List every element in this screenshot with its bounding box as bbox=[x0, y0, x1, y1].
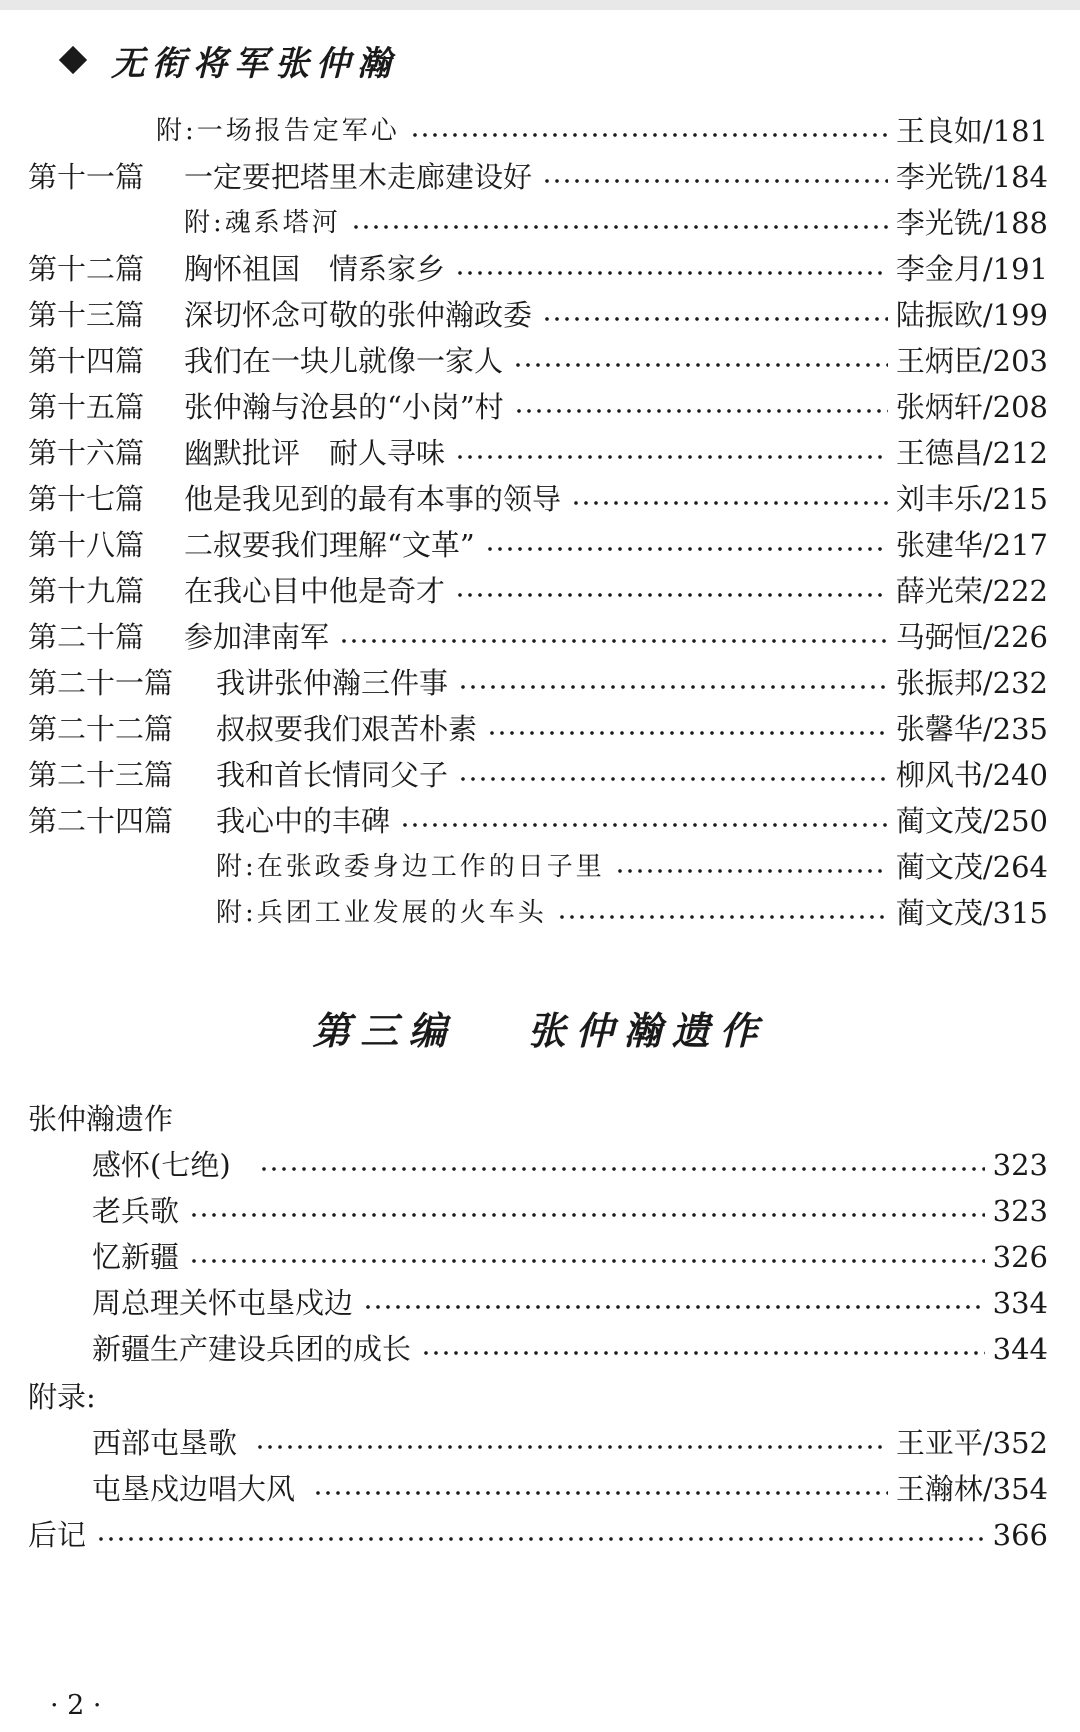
leader-dots bbox=[189, 1213, 985, 1217]
chapter-number: 第十五篇 bbox=[28, 390, 145, 424]
leader-dots bbox=[96, 1537, 985, 1541]
toc-entry bbox=[0, 108, 1080, 154]
chapter-number: 第二十三篇 bbox=[28, 758, 174, 792]
leader-dots bbox=[313, 1491, 888, 1495]
top-edge-strip bbox=[0, 0, 1080, 10]
appendix-heading: 附录: bbox=[28, 1380, 96, 1414]
toc-entry bbox=[0, 890, 1080, 936]
entry-title: 忆新疆 bbox=[92, 1240, 180, 1274]
diamond-bullet-icon bbox=[59, 46, 87, 74]
toc-entry bbox=[0, 200, 1080, 246]
entry-page: 323 bbox=[992, 1148, 1048, 1182]
toc-entry bbox=[0, 568, 1080, 614]
entry-title: 附:在张政委身边工作的日子里 bbox=[216, 852, 605, 882]
entry-title: 幽默批评 耐人寻味 bbox=[184, 436, 446, 470]
toc-entry bbox=[0, 844, 1080, 890]
toc-entry bbox=[0, 660, 1080, 706]
leader-dots bbox=[458, 685, 888, 689]
toc-entry bbox=[0, 522, 1080, 568]
chapter-number: 第二十篇 bbox=[28, 620, 145, 654]
leader-dots bbox=[410, 133, 888, 137]
entry-author-page: 蔺文茂/264 bbox=[895, 850, 1048, 884]
entry-author-page: 陆振欧/199 bbox=[895, 298, 1048, 332]
entry-title: 新疆生产建设兵团的成长 bbox=[92, 1332, 412, 1366]
toc-entry bbox=[0, 384, 1080, 430]
chapter-number: 第十三篇 bbox=[28, 298, 145, 332]
entry-author-page: 王亚平/352 bbox=[895, 1426, 1048, 1460]
entry-title: 深切怀念可敬的张仲瀚政委 bbox=[184, 298, 533, 332]
entry-page: 366 bbox=[992, 1518, 1048, 1552]
entry-title: 参加津南军 bbox=[184, 620, 330, 654]
entry-title: 老兵歌 bbox=[92, 1194, 180, 1228]
toc-entry bbox=[0, 614, 1080, 660]
leader-dots bbox=[339, 639, 888, 643]
chapter-number: 第二十四篇 bbox=[28, 804, 174, 838]
entry-page: 326 bbox=[992, 1240, 1048, 1274]
toc-entry bbox=[0, 246, 1080, 292]
entry-author-page: 王炳臣/203 bbox=[895, 344, 1048, 378]
chapter-number: 第二十二篇 bbox=[28, 712, 174, 746]
section-part-name: 张仲瀚遗作 bbox=[527, 1008, 768, 1053]
page-number: · 2 · bbox=[50, 1690, 102, 1721]
entry-title: 他是我见到的最有本事的领导 bbox=[184, 482, 562, 516]
leader-dots bbox=[487, 731, 888, 735]
entry-title: 叔叔要我们艰苦朴素 bbox=[216, 712, 478, 746]
entry-title: 张仲瀚与沧县的“小岗”村 bbox=[184, 390, 504, 424]
entry-author-page: 张振邦/232 bbox=[895, 666, 1048, 700]
toc-entry bbox=[0, 706, 1080, 752]
toc-entry bbox=[0, 338, 1080, 384]
chapter-number: 第十九篇 bbox=[28, 574, 145, 608]
entry-author-page: 张建华/217 bbox=[895, 528, 1048, 562]
entry-title: 我讲张仲瀚三件事 bbox=[216, 666, 449, 700]
running-header bbox=[55, 38, 398, 82]
entry-title: 附:兵团工业发展的火车头 bbox=[216, 898, 547, 928]
entry-author-page: 李金月/191 bbox=[895, 252, 1048, 286]
entry-title: 西部屯垦歌 bbox=[92, 1426, 238, 1460]
leader-dots bbox=[557, 915, 888, 919]
entry-author-page: 王德昌/212 bbox=[895, 436, 1048, 470]
entry-title: 屯垦戍边唱大风 bbox=[92, 1472, 296, 1506]
entry-page: 334 bbox=[992, 1286, 1048, 1320]
toc-entry bbox=[0, 1420, 1080, 1466]
entry-title: 我们在一块儿就像一家人 bbox=[184, 344, 504, 378]
entry-author-page: 马弼恒/226 bbox=[895, 620, 1048, 654]
leader-dots bbox=[400, 823, 888, 827]
entry-author-page: 王瀚林/354 bbox=[895, 1472, 1048, 1506]
group-heading: 张仲瀚遗作 bbox=[28, 1102, 174, 1136]
entry-page: 344 bbox=[992, 1332, 1048, 1366]
leader-dots bbox=[455, 271, 888, 275]
toc-entry bbox=[0, 1512, 1080, 1558]
entry-title: 后记 bbox=[28, 1518, 87, 1552]
chapter-number: 第十二篇 bbox=[28, 252, 145, 286]
toc-entry bbox=[0, 1280, 1080, 1326]
entry-author-page: 张馨华/235 bbox=[895, 712, 1048, 746]
leader-dots bbox=[571, 501, 888, 505]
entry-author-page: 张炳轩/208 bbox=[895, 390, 1048, 424]
leader-dots bbox=[363, 1305, 985, 1309]
section-part-number: 第三编 bbox=[312, 1008, 457, 1053]
entry-author-page: 李光铣/184 bbox=[895, 160, 1048, 194]
entry-title: 感怀(七绝) bbox=[92, 1148, 231, 1182]
toc-entry bbox=[0, 1188, 1080, 1234]
entry-title: 二叔要我们理解“文革” bbox=[184, 528, 475, 562]
entry-title: 周总理关怀屯垦戍边 bbox=[92, 1286, 354, 1320]
entry-title: 附:魂系塔河 bbox=[184, 208, 341, 238]
leader-dots bbox=[255, 1445, 888, 1449]
leader-dots bbox=[458, 777, 888, 781]
leader-dots bbox=[189, 1259, 985, 1263]
entry-title: 附:一场报告定军心 bbox=[156, 116, 400, 146]
entry-author-page: 蔺文茂/315 bbox=[895, 896, 1048, 930]
entry-author-page: 李光铣/188 bbox=[895, 206, 1048, 240]
entry-author-page: 蔺文茂/250 bbox=[895, 804, 1048, 838]
toc-entry bbox=[0, 1142, 1080, 1188]
chapter-number: 第十六篇 bbox=[28, 436, 145, 470]
entry-title: 我和首长情同父子 bbox=[216, 758, 449, 792]
leader-dots bbox=[455, 593, 888, 597]
entry-title: 在我心目中他是奇才 bbox=[184, 574, 446, 608]
leader-dots bbox=[351, 225, 888, 229]
toc-entry bbox=[0, 1326, 1080, 1372]
entry-author-page: 王良如/181 bbox=[895, 114, 1048, 148]
toc-entry bbox=[0, 798, 1080, 844]
toc-entry bbox=[0, 292, 1080, 338]
leader-dots bbox=[542, 179, 888, 183]
entry-author-page: 刘丰乐/215 bbox=[895, 482, 1048, 516]
toc-entry bbox=[0, 476, 1080, 522]
leader-dots bbox=[542, 317, 888, 321]
toc-entry bbox=[0, 1234, 1080, 1280]
toc-entry bbox=[0, 154, 1080, 200]
chapter-number: 第十七篇 bbox=[28, 482, 145, 516]
toc-entry bbox=[0, 1466, 1080, 1512]
chapter-number: 第十八篇 bbox=[28, 528, 145, 562]
chapter-number: 第十四篇 bbox=[28, 344, 145, 378]
leader-dots bbox=[421, 1351, 985, 1355]
leader-dots bbox=[514, 409, 888, 413]
toc-entry bbox=[0, 752, 1080, 798]
entry-author-page: 柳风书/240 bbox=[895, 758, 1048, 792]
entry-title: 一定要把塔里木走廊建设好 bbox=[184, 160, 533, 194]
book-title: 无衔将军张仲瀚 bbox=[111, 43, 398, 84]
entry-author-page: 薛光荣/222 bbox=[895, 574, 1048, 608]
chapter-number: 第十一篇 bbox=[28, 160, 145, 194]
entry-title: 胸怀祖国 情系家乡 bbox=[184, 252, 446, 286]
leader-dots bbox=[513, 363, 888, 367]
section-heading bbox=[0, 1000, 1080, 1056]
chapter-number: 第二十一篇 bbox=[28, 666, 174, 700]
toc-entry bbox=[0, 430, 1080, 476]
entry-title: 我心中的丰碑 bbox=[216, 804, 391, 838]
leader-dots bbox=[455, 455, 888, 459]
leader-dots bbox=[485, 547, 888, 551]
entry-page: 323 bbox=[992, 1194, 1048, 1228]
leader-dots bbox=[259, 1167, 985, 1171]
leader-dots bbox=[615, 869, 888, 873]
